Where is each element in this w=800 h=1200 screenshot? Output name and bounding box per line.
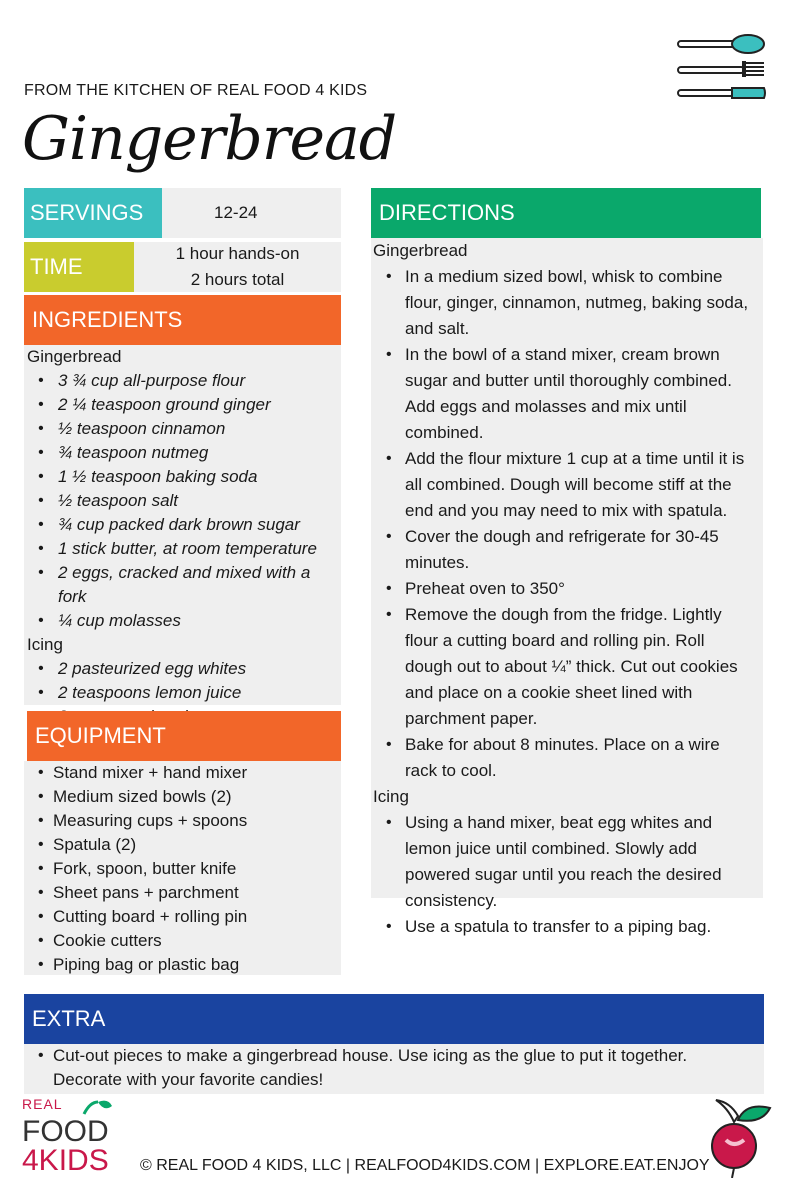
real-food-4-kids-logo (22, 1096, 132, 1176)
list-item: • Use a spatula to transfer to a piping bag. (371, 914, 755, 940)
directions-list-gingerbread (371, 264, 755, 784)
list-item: • Using a hand mixer, beat egg whites and lemon juice until combined. Slowly add powered sugar until you reach the desired consistency. (371, 810, 755, 914)
recipe-title: Gingerbread (22, 104, 397, 174)
directions-group-icing: Icing (373, 787, 409, 806)
equipment-panel (24, 761, 341, 975)
list-item: • Cut-out pieces to make a gingerbread house. Use icing as the glue to put it together. Decorate with your favorite candies! (24, 1044, 764, 1092)
beet-icon (704, 1096, 780, 1178)
list-item: • Sheet pans + parchment (24, 881, 341, 905)
time-label: TIME (24, 242, 134, 292)
list-item: • Add the flour mixture 1 cup at a time until it is all combined. Dough will become stiff at the end and you may need to mix with spatula. (371, 446, 755, 524)
list-item: • 2 eggs, cracked and mixed with a fork (24, 561, 341, 609)
list-item: • Piping bag or plastic bag (24, 953, 341, 977)
extra-heading: EXTRA (24, 994, 764, 1044)
list-item: • Medium sized bowls (2) (24, 785, 341, 809)
utensils-icon (670, 30, 770, 102)
ingredients-group-gingerbread: Gingerbread (27, 347, 122, 366)
footer-copyright: © REAL FOOD 4 KIDS, LLC | REALFOOD4KIDS.COM | EXPLORE.EAT.ENJOY (140, 1157, 710, 1174)
list-item: • ¾ cup packed dark brown sugar (24, 513, 341, 537)
list-item: • 2 pasteurized egg whites (24, 657, 341, 681)
ingredients-group-icing: Icing (27, 635, 63, 654)
time-value (134, 242, 341, 292)
list-item: • 1 ½ teaspoon baking soda (24, 465, 341, 489)
logo-food-text: FOOD (22, 1115, 109, 1148)
list-item: • ¼ cup molasses (24, 609, 341, 633)
directions-group-gingerbread: Gingerbread (373, 241, 468, 260)
list-item: • Cover the dough and refrigerate for 30-45 minutes. (371, 524, 755, 576)
directions-panel (371, 238, 763, 936)
list-item: • Fork, spoon, butter knife (24, 857, 341, 881)
directions-heading: DIRECTIONS (371, 188, 761, 238)
directions-list-icing (371, 810, 755, 940)
logo-4kids-text: 4KIDS (22, 1144, 109, 1176)
recipe-source-label: FROM THE KITCHEN OF REAL FOOD 4 KIDS (24, 82, 368, 99)
list-item: • Measuring cups + spoons (24, 809, 341, 833)
ingredients-panel (24, 345, 341, 705)
list-item: • 2 teaspoons lemon juice (24, 681, 341, 705)
list-item: • ½ teaspoon salt (24, 489, 341, 513)
list-item: • ½ teaspoon cinnamon (24, 417, 341, 441)
list-item: • Bake for about 8 minutes. Place on a wire rack to cool. (371, 732, 755, 784)
list-item: • Remove the dough from the fridge. Lightly flour a cutting board and rolling pin. Roll dough out to about ¼” thick. Cut out cookies and place on a cookie sheet lined with parchment paper. (371, 602, 755, 732)
extra-panel (24, 1044, 764, 1094)
list-item: • Cookie cutters (24, 929, 341, 953)
list-item: • 3 ¾ cup all-purpose flour (24, 369, 341, 393)
list-item: • In the bowl of a stand mixer, cream brown sugar and butter until thoroughly combined. Add eggs and molasses and mix until combined. (371, 342, 755, 446)
list-item: • In a medium sized bowl, whisk to combine flour, ginger, cinnamon, nutmeg, baking soda, and salt. (371, 264, 755, 342)
equipment-heading: EQUIPMENT (27, 711, 341, 761)
logo-real-text: REAL (22, 1096, 63, 1112)
time-hands-on: 1 hour hands-on (175, 244, 300, 263)
list-item: • ¾ teaspoon nutmeg (24, 441, 341, 465)
ingredients-list-gingerbread (24, 369, 341, 633)
list-item: • Spatula (2) (24, 833, 341, 857)
list-item: • Preheat oven to 350° (371, 576, 755, 602)
list-item: • 2 ¼ teaspoon ground ginger (24, 393, 341, 417)
servings-label: SERVINGS (24, 188, 162, 238)
equipment-list (24, 761, 341, 977)
time-total: 2 hours total (190, 270, 285, 289)
extra-list (24, 1044, 764, 1092)
ingredients-heading: INGREDIENTS (24, 295, 341, 345)
list-item: • 1 stick butter, at room temperature (24, 537, 341, 561)
servings-value: 12-24 (162, 188, 341, 238)
list-item: • Stand mixer + hand mixer (24, 761, 341, 785)
list-item: • Cutting board + rolling pin (24, 905, 341, 929)
